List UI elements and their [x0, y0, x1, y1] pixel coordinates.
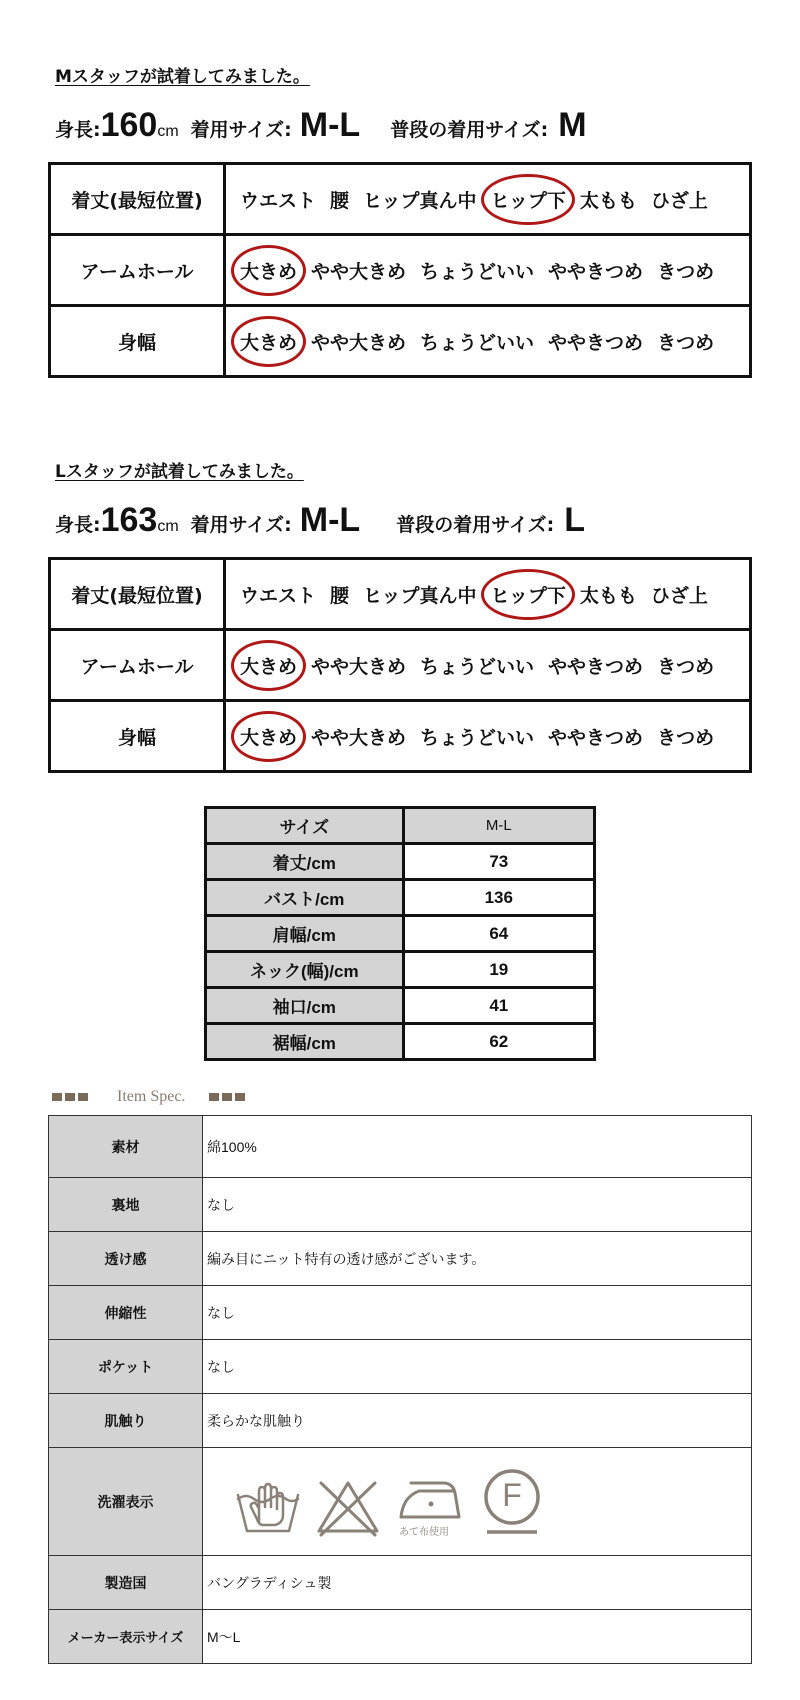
- spec-value: なし: [203, 1340, 752, 1394]
- no-bleach-icon: [315, 1477, 381, 1537]
- fit-options: [240, 186, 749, 213]
- size-row: [206, 916, 595, 952]
- fit-option-selected: 大きめ: [240, 652, 297, 679]
- fit-row-label: アームホール: [50, 235, 225, 306]
- size-row-value: 41: [403, 988, 594, 1024]
- fit-row-label: アームホール: [50, 630, 225, 701]
- spec-row-lining: [49, 1178, 752, 1232]
- fit-option: ひざ上: [650, 189, 708, 212]
- iron-note: あて布使用: [399, 1526, 449, 1538]
- fit-option: ちょうどいい: [420, 260, 535, 283]
- usual-size-value: M: [558, 106, 587, 144]
- spec-label: 裏地: [49, 1178, 203, 1232]
- fit-option: ちょうどいい: [420, 726, 535, 749]
- size-row-value: 62: [403, 1024, 594, 1060]
- spec-label: ポケット: [49, 1340, 203, 1394]
- fit-option: やや大きめ: [311, 655, 407, 678]
- fit-option: ややきつめ: [548, 260, 644, 283]
- fit-option: ウエスト: [240, 189, 317, 212]
- size-row: [206, 952, 595, 988]
- spec-label: 肌触り: [49, 1394, 203, 1448]
- spec-row-material: [49, 1116, 752, 1178]
- wear-size-label: 着用サイズ:: [190, 119, 292, 141]
- size-header-label: サイズ: [206, 808, 404, 844]
- fit-row-width: [50, 306, 751, 377]
- spec-row-origin: [49, 1556, 752, 1610]
- item-spec-label: Item Spec.: [117, 1088, 186, 1105]
- usual-size-value: L: [564, 501, 586, 539]
- height-unit: cm: [157, 518, 179, 535]
- wear-size-value: M-L: [299, 501, 361, 539]
- fit-option-selected: ヒップ下: [490, 581, 565, 608]
- staff-l-measurements: [55, 501, 585, 540]
- fit-option: ヒップ真ん中: [363, 189, 477, 212]
- fit-row-armhole: [50, 630, 751, 701]
- size-header-value: M-L: [403, 808, 594, 844]
- spec-value: なし: [203, 1178, 752, 1232]
- fit-options: [240, 581, 749, 608]
- fit-option: きつめ: [657, 726, 715, 749]
- spec-label: 透け感: [49, 1232, 203, 1286]
- spec-label: 伸縮性: [49, 1286, 203, 1340]
- size-row-label: ネック(幅)/cm: [206, 952, 404, 988]
- fit-row-label: 身幅: [50, 306, 225, 377]
- size-row-label: 袖口/cm: [206, 988, 404, 1024]
- fit-row-length: [50, 559, 751, 630]
- fit-option-selected: ヒップ下: [490, 186, 565, 213]
- size-row: [206, 844, 595, 880]
- fit-option: やや大きめ: [311, 260, 407, 283]
- size-row-value: 136: [403, 880, 594, 916]
- iron-with-cloth-icon: [395, 1467, 465, 1537]
- fit-row-label: 身幅: [50, 701, 225, 772]
- fit-options: [240, 328, 749, 355]
- fit-row-label: 着丈(最短位置): [50, 164, 225, 235]
- height-unit: cm: [157, 123, 179, 140]
- spec-value: 綿100%: [203, 1116, 752, 1178]
- size-row-label: バスト/cm: [206, 880, 404, 916]
- fit-option: やや大きめ: [311, 726, 407, 749]
- height-label: 身長:: [55, 119, 101, 141]
- fit-row-label: 着丈(最短位置): [50, 559, 225, 630]
- size-row-value: 19: [403, 952, 594, 988]
- fit-options: [240, 652, 749, 679]
- staff-m-heading: Mスタッフが試着してみました。: [55, 67, 310, 87]
- fit-option: 太もも: [579, 189, 637, 212]
- spec-value: なし: [203, 1286, 752, 1340]
- size-header-row: [206, 808, 595, 844]
- size-row-label: 裾幅/cm: [206, 1024, 404, 1060]
- size-row-label: 肩幅/cm: [206, 916, 404, 952]
- fit-option: ややきつめ: [548, 331, 644, 354]
- spec-row-care: [49, 1448, 752, 1556]
- spec-label: 製造国: [49, 1556, 203, 1610]
- size-row: [206, 1024, 595, 1060]
- fit-option-selected: 大きめ: [240, 257, 297, 284]
- staff-l-heading: Lスタッフが試着してみました。: [55, 462, 304, 482]
- fit-option: やや大きめ: [311, 331, 407, 354]
- size-row-value: 73: [403, 844, 594, 880]
- spec-row-pocket: [49, 1340, 752, 1394]
- fit-options: [240, 723, 749, 750]
- care-symbols: [207, 1467, 751, 1537]
- size-row: [206, 880, 595, 916]
- hand-wash-icon: [235, 1477, 301, 1537]
- wear-size-value: M-L: [299, 106, 361, 144]
- usual-size-label: 普段の着用サイズ:: [390, 119, 549, 141]
- wear-size-label: 着用サイズ:: [190, 514, 292, 536]
- dry-clean-f-icon: [479, 1467, 545, 1537]
- item-spec-table: [48, 1115, 752, 1664]
- staff-l-fit-table: [48, 557, 752, 773]
- size-row: [206, 988, 595, 1024]
- usual-size-label: 普段の着用サイズ:: [396, 514, 555, 536]
- spec-value: M〜L: [203, 1610, 752, 1664]
- fit-row-length: [50, 164, 751, 235]
- fit-options: [240, 257, 749, 284]
- spec-row-texture: [49, 1394, 752, 1448]
- fit-option-selected: 大きめ: [240, 328, 297, 355]
- spec-value: 柔らかな肌触り: [203, 1394, 752, 1448]
- fit-row-armhole: [50, 235, 751, 306]
- spec-label: 素材: [49, 1116, 203, 1178]
- spec-label: メーカー表示サイズ: [49, 1610, 203, 1664]
- fit-option-selected: 大きめ: [240, 723, 297, 750]
- spec-row-stretch: [49, 1286, 752, 1340]
- spec-row-sheer: [49, 1232, 752, 1286]
- fit-option: ウエスト: [240, 584, 317, 607]
- fit-option: 腰: [330, 584, 350, 607]
- fit-option: きつめ: [657, 331, 715, 354]
- fit-option: 腰: [330, 189, 350, 212]
- fit-row-width: [50, 701, 751, 772]
- item-spec-title: [52, 1088, 248, 1106]
- fit-option: 太もも: [579, 584, 637, 607]
- dry-clean-letter: F: [502, 1476, 522, 1513]
- fit-option: ヒップ真ん中: [363, 584, 477, 607]
- spec-value: 編み目にニット特有の透け感がございます。: [203, 1232, 752, 1286]
- spec-row-maker-size: [49, 1610, 752, 1664]
- fit-option: きつめ: [657, 655, 715, 678]
- fit-option: ちょうどいい: [420, 655, 535, 678]
- fit-option: ひざ上: [650, 584, 708, 607]
- size-table: [204, 806, 596, 1061]
- fit-option: きつめ: [657, 260, 715, 283]
- fit-option: ややきつめ: [548, 726, 644, 749]
- staff-m-measurements: [55, 106, 587, 145]
- fit-option: ちょうどいい: [420, 331, 535, 354]
- staff-m-fit-table: [48, 162, 752, 378]
- height-label: 身長:: [55, 514, 101, 536]
- size-row-label: 着丈/cm: [206, 844, 404, 880]
- height-value: 163: [100, 501, 158, 539]
- spec-value: バングラディシュ製: [203, 1556, 752, 1610]
- fit-option: ややきつめ: [548, 655, 644, 678]
- spec-label: 洗濯表示: [49, 1448, 203, 1556]
- height-value: 160: [100, 106, 158, 144]
- size-row-value: 64: [403, 916, 594, 952]
